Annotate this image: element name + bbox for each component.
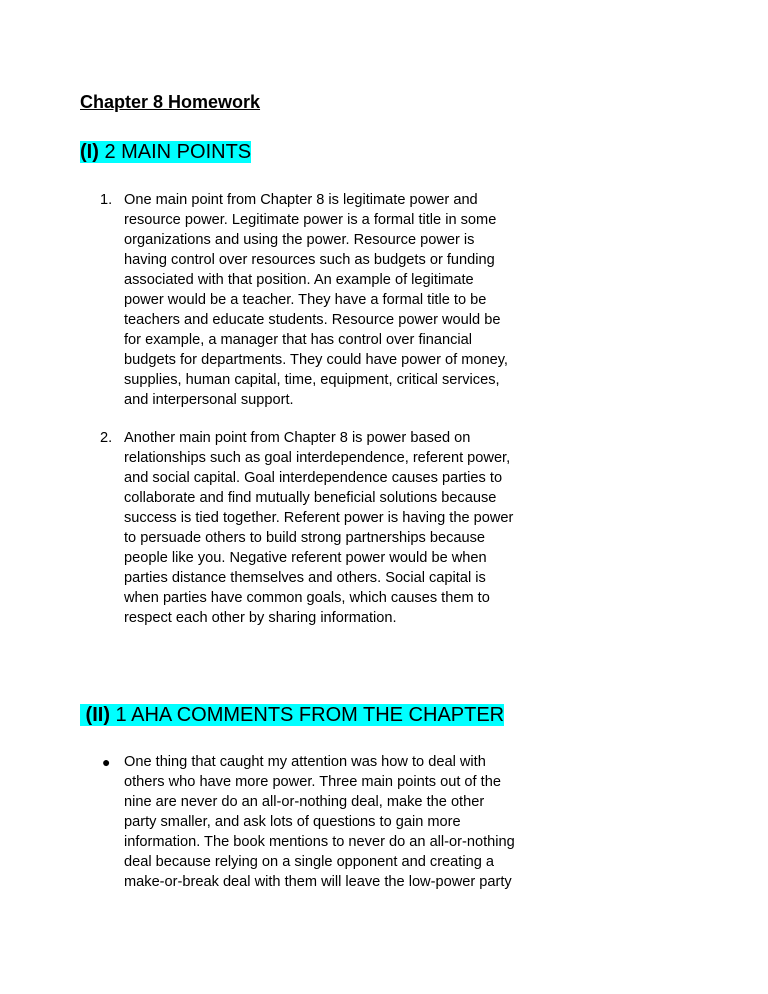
section-number: (II)	[80, 704, 110, 726]
paragraph-line: when parties have common goals, which causes them to	[124, 590, 490, 606]
paragraph-line: people like you. Negative referent power would be when	[124, 550, 487, 566]
paragraph-line: relationships such as goal interdependence, referent power,	[124, 450, 511, 466]
section-heading-text: 2 MAIN POINTS	[98, 141, 252, 163]
paragraph-line: others who have more power. Three main points out of the	[124, 774, 501, 790]
document-title: Chapter 8 Homework	[80, 92, 261, 112]
numbered-list-item-2	[100, 428, 544, 628]
section-number: (I)	[80, 141, 99, 163]
paragraph-line: make-or-break deal with them will leave the low-power party	[124, 874, 512, 890]
paragraph-line: associated with that position. An example of legitimate	[124, 272, 474, 288]
list-number: 2.	[100, 430, 113, 446]
paragraph-line: having control over resources such as budgets or funding	[124, 252, 495, 268]
paragraph-line: budgets for departments. They could have power of money,	[124, 352, 508, 368]
paragraph-line: and interpersonal support.	[124, 392, 294, 408]
numbered-list-item-1	[100, 190, 544, 410]
paragraph-line: for example, a manager that has control over financial	[124, 332, 473, 348]
paragraph-line: parties distance themselves and others. Social capital is	[124, 570, 486, 586]
paragraph-line: resource power. Legitimate power is a formal title in some	[124, 212, 497, 228]
paragraph-line: and social capital. Goal interdependence causes parties to	[124, 470, 503, 486]
list-number: 1.	[100, 192, 113, 208]
section-heading-text: 1 AHA COMMENTS FROM THE CHAPTER	[110, 704, 505, 726]
paragraph-line: nine are never do an all-or-nothing deal, make the other	[124, 794, 485, 810]
paragraph-line: power would be a teacher. They have a formal title to be	[124, 292, 487, 308]
paragraph-line: supplies, human capital, time, equipment, critical services,	[124, 372, 500, 388]
section-heading-main-points	[80, 139, 251, 165]
paragraph-line: Another main point from Chapter 8 is power based on	[124, 430, 471, 446]
paragraph-line: organizations and using the power. Resource power is	[124, 232, 475, 248]
paragraph-line: teachers and educate students. Resource power would be	[124, 312, 501, 328]
paragraph-line: to persuade others to build strong partnerships because	[124, 530, 486, 546]
section-heading-aha-comments	[80, 702, 504, 728]
paragraph-line: deal because relying on a single opponent and creating a	[124, 854, 494, 870]
paragraph-line: information. The book mentions to never do an all-or-nothing	[124, 834, 515, 850]
paragraph-line: collaborate and find mutually beneficial solutions because	[124, 490, 497, 506]
paragraph-line: One main point from Chapter 8 is legitimate power and	[124, 192, 478, 208]
bullet-icon: ●	[102, 754, 111, 770]
bullet-list-item	[102, 752, 544, 892]
paragraph-line: respect each other by sharing information.	[124, 610, 397, 626]
paragraph-line: One thing that caught my attention was how to deal with	[124, 754, 486, 770]
paragraph-line: success is tied together. Referent power is having the power	[124, 510, 514, 526]
paragraph-line: party smaller, and ask lots of questions to gain more	[124, 814, 461, 830]
